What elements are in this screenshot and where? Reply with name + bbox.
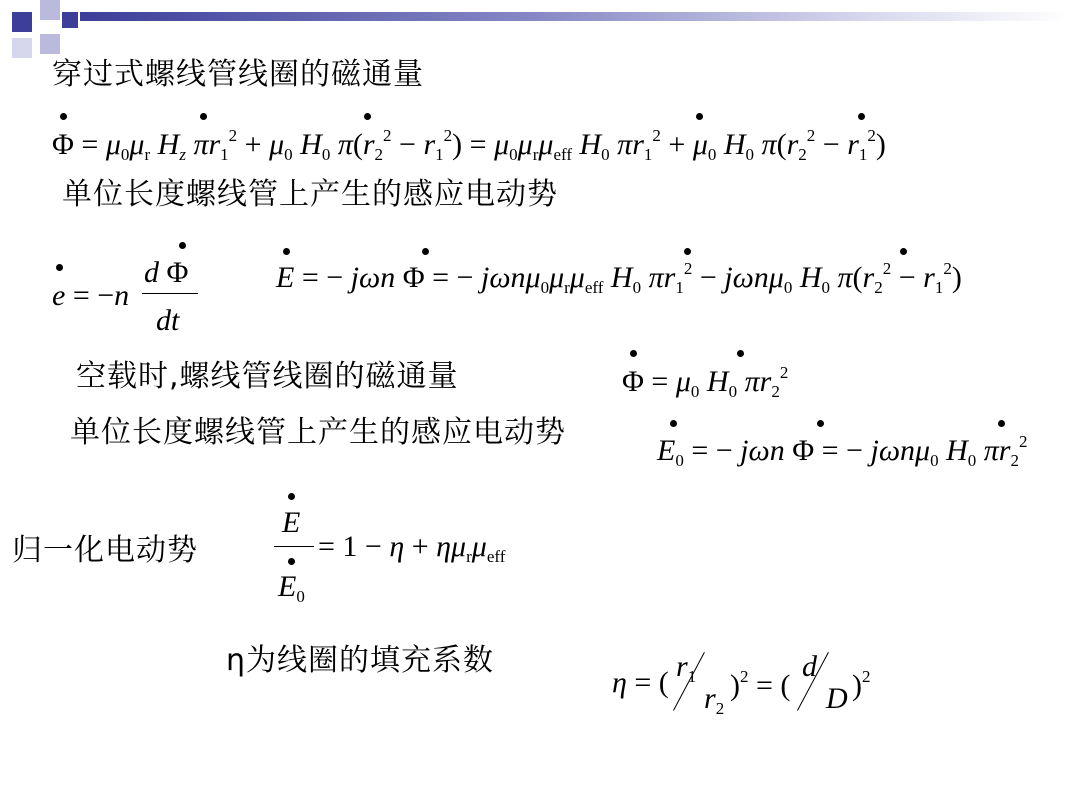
fraction-denominator: $E_0$ bbox=[278, 570, 305, 606]
dot-accent bbox=[288, 493, 295, 500]
dot-accent bbox=[422, 248, 429, 255]
fraction-denominator: dt bbox=[156, 304, 180, 337]
equation-fill-factor-mid: )$^2$ = ( bbox=[730, 667, 791, 702]
dot-accent bbox=[900, 248, 907, 255]
equation-no-load-flux: $\Phi = \mu_0$ $H_0$ $\pi r_2^2$ bbox=[622, 363, 789, 401]
header-square-2 bbox=[40, 0, 60, 20]
header-bar bbox=[80, 12, 1070, 21]
heading-normalized-emf: 归一化电动势 bbox=[12, 533, 198, 568]
dot-accent bbox=[630, 350, 637, 357]
heading-emf-per-length: 单位长度螺线管上产生的感应电动势 bbox=[62, 177, 558, 212]
heading-flux-through: 穿过式螺线管线圈的磁通量 bbox=[52, 57, 424, 92]
fraction-bar bbox=[274, 546, 314, 547]
ratio-r2: $r_2$ bbox=[704, 682, 725, 718]
ratio-r1: $r_1$ bbox=[676, 650, 697, 686]
heading-no-load-flux: 空载时,螺线管线圈的磁通量 bbox=[76, 359, 459, 394]
dot-accent bbox=[60, 113, 67, 120]
equation-normalized-emf: = $1 - \eta + \eta\mu_r\mu_{eff}$ bbox=[318, 530, 506, 566]
dot-accent bbox=[684, 248, 691, 255]
fraction-numerator: E bbox=[282, 506, 301, 539]
equation-fill-factor: η = ( bbox=[612, 666, 669, 699]
dot-accent bbox=[288, 558, 295, 565]
fraction-numerator: d Φ bbox=[144, 256, 189, 289]
dot-accent bbox=[817, 420, 824, 427]
dot-accent bbox=[998, 420, 1005, 427]
dot-accent bbox=[737, 350, 744, 357]
ratio-d: d bbox=[802, 650, 817, 683]
equation-no-load-emf: $E_0$ = − jωn Φ = − jωnμ$_0$ $H_0$ $\pi r_2^2$ bbox=[657, 432, 1028, 470]
dot-accent bbox=[858, 113, 865, 120]
header-square-4 bbox=[12, 38, 32, 58]
dot-accent bbox=[200, 113, 207, 120]
header-square-3 bbox=[62, 12, 78, 28]
dot-accent bbox=[696, 113, 703, 120]
dot-accent bbox=[56, 264, 63, 271]
dot-accent bbox=[364, 113, 371, 120]
heading-fill-factor: η为线圈的填充系数 bbox=[226, 643, 495, 678]
dot-accent bbox=[179, 242, 186, 249]
ratio-D: D bbox=[826, 682, 848, 715]
header-square-5 bbox=[40, 34, 60, 54]
dot-accent bbox=[670, 420, 677, 427]
header-square-1 bbox=[12, 12, 32, 32]
equation-fill-factor-end: )$^2$ bbox=[852, 667, 871, 702]
equation-flux: $\Phi = \mu_0\mu_r$ $H_z$ $\pi r_1^2 + \mu_0$ $H_0$ $\pi(r_2^2 - r_1^2) = \mu_0\mu_r\mu_{eff}$ $H_0$ $\pi r_1^2 + \mu_0$ $H_0$ $\pi(r_2^2 - r_1^2)$ bbox=[52, 126, 886, 164]
heading-no-load-emf: 单位长度螺线管上产生的感应电动势 bbox=[70, 415, 566, 450]
equation-emf: E = − jωn Φ = − $j\omega n\mu_0\mu_r\mu_{eff}$ $H_0$ $\pi r_1^2 - j\omega n\mu_0$ $H_0$ $\pi(r_2^2 - r_1^2)$ bbox=[276, 259, 962, 297]
equation-emf-derivative: e = −n bbox=[52, 279, 130, 312]
dot-accent bbox=[283, 248, 290, 255]
fraction-bar bbox=[142, 293, 198, 294]
